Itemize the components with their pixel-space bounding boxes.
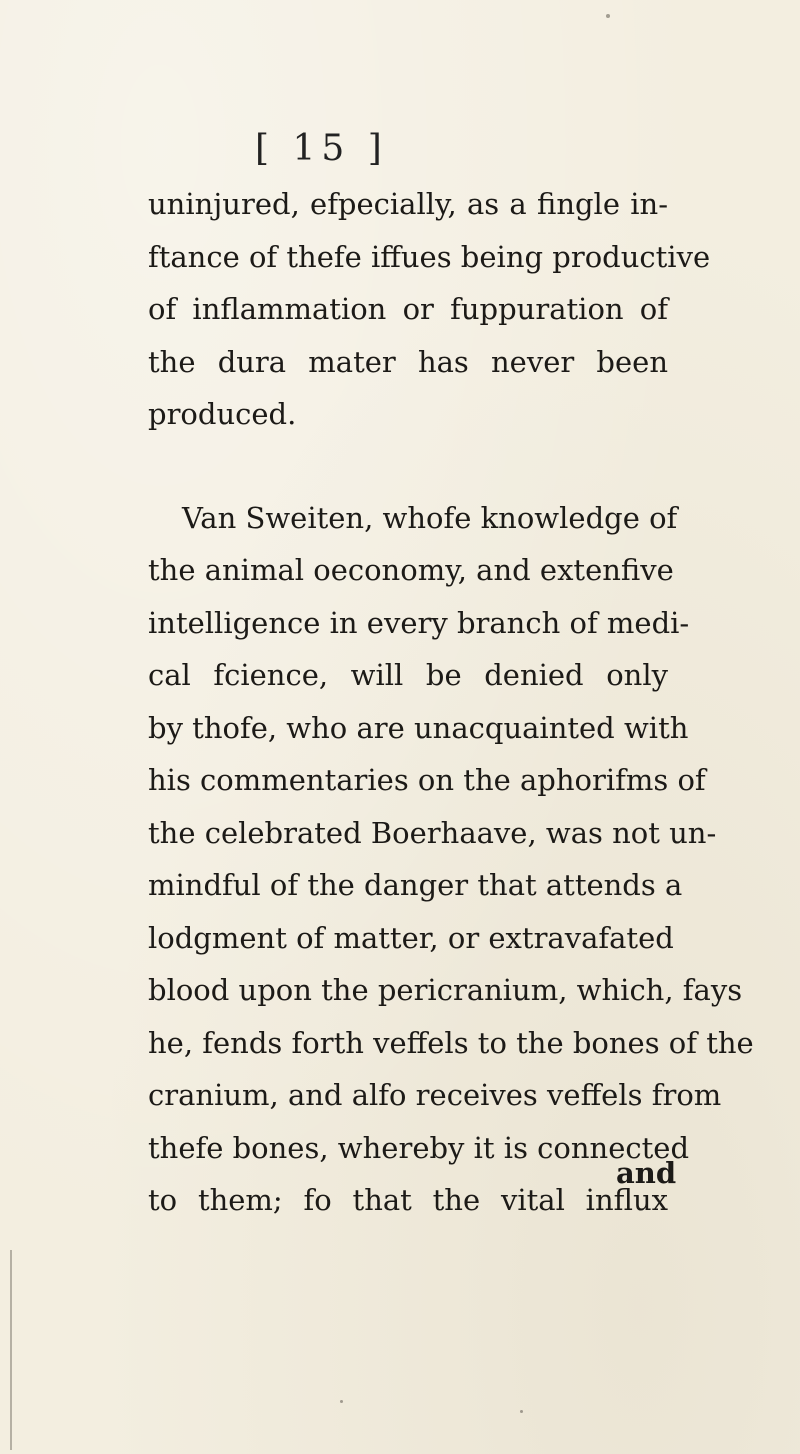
- text-line: produced.: [148, 397, 297, 431]
- text-line: to them; fo that the vital influx: [148, 1183, 668, 1217]
- text-line: of inflammation or fuppuration of: [148, 292, 668, 326]
- text-line: mindful of the danger that attends a: [148, 868, 683, 902]
- text-line: lodgment of matter, or extravafated: [148, 920, 674, 955]
- text-line: Van Sweiten, whofe knowledge of: [182, 500, 678, 535]
- paper-speck: [606, 14, 610, 18]
- text-line: thefe bones, whereby it is connected: [148, 1130, 690, 1165]
- paragraph-2: [148, 492, 754, 1227]
- text-line: he, fends forth veffels to the bones of the: [148, 1025, 754, 1060]
- text-line: intelligence in every branch of medi-: [148, 605, 690, 640]
- body-text: [148, 178, 754, 1227]
- text-line: blood upon the pericranium, which, fays: [148, 973, 743, 1007]
- text-line: ftance of thefe iffues being productive: [148, 239, 711, 274]
- text-line: the celebrated Boerhaave, was not un-: [148, 815, 717, 850]
- text-line: his commentaries on the aphorifms of: [148, 763, 706, 797]
- paper-speck: [340, 1400, 343, 1403]
- page-number: [ 15 ]: [255, 128, 388, 169]
- text-line: cal fcience, will be denied only: [148, 658, 668, 692]
- text-line: the dura mater has never been: [148, 344, 668, 379]
- text-line: uninjured, efpecially, as a fingle in-: [148, 187, 668, 221]
- paper-speck: [520, 1410, 523, 1413]
- text-line: by thofe, who are unacquainted with: [148, 710, 689, 745]
- text-line: the animal oeconomy, and extenfive: [148, 553, 674, 587]
- catchword: and: [616, 1156, 677, 1190]
- page-edge-line: [10, 1250, 12, 1450]
- paragraph-1: [148, 178, 711, 441]
- text-line: cranium, and alfo receives veffels from: [148, 1078, 722, 1112]
